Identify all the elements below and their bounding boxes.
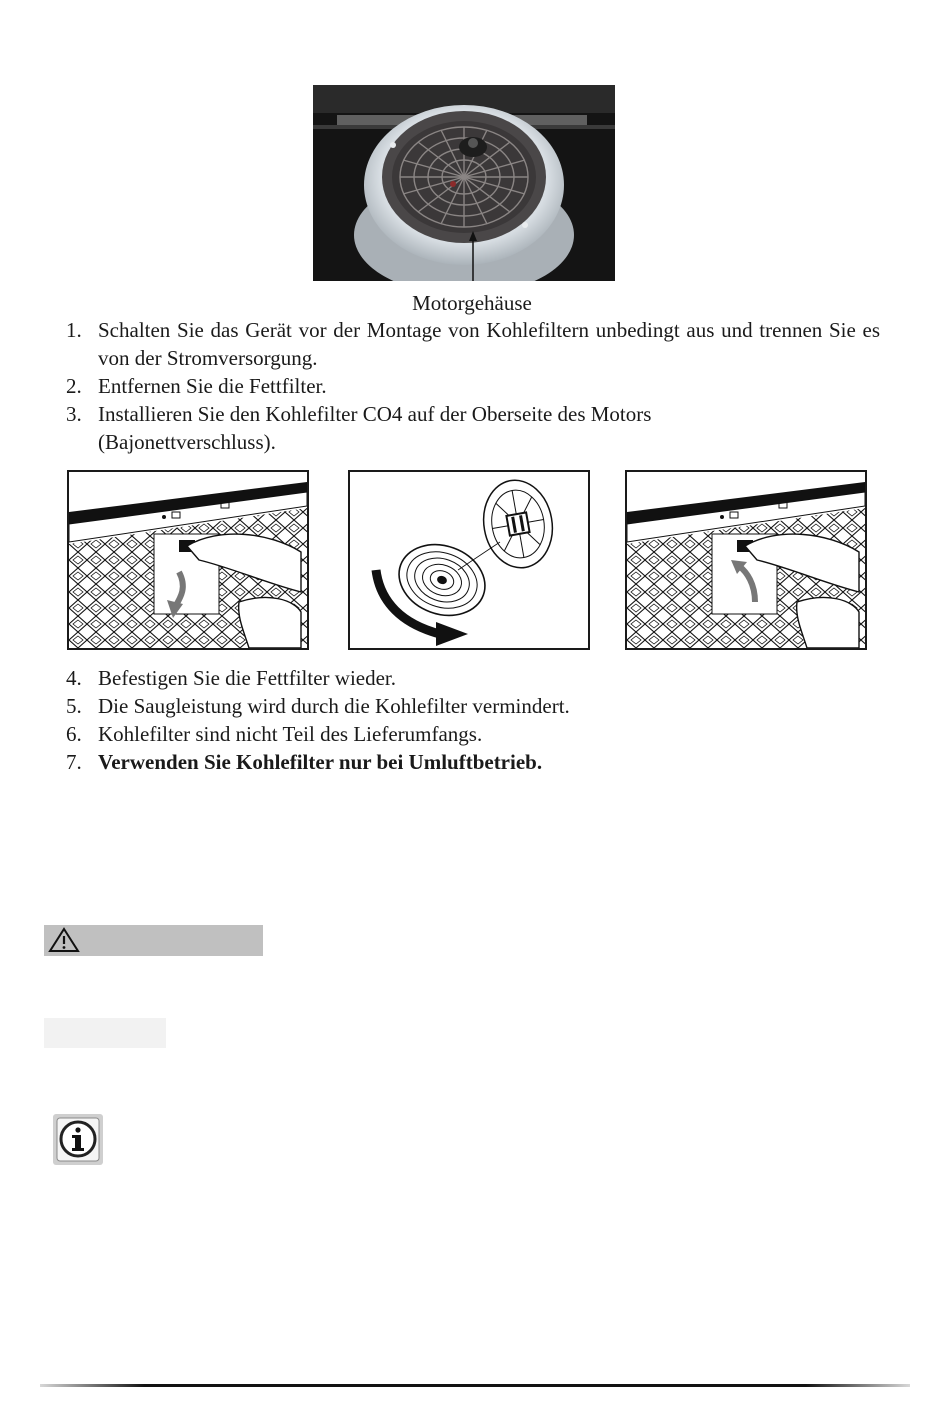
step-text: Entfernen Sie die Fettfilter. (98, 374, 327, 398)
warning-banner (44, 925, 263, 956)
illustration-remove-grease-filter (67, 470, 309, 650)
step-number: 6. (66, 722, 82, 746)
step-text-bold: Verwenden Sie Kohlefilter nur bei Umluftbetrieb. (98, 750, 543, 774)
list-item (66, 664, 880, 692)
step-number: 5. (66, 694, 82, 718)
list-item (66, 720, 880, 748)
step-text: Installieren Sie den Kohlefilter CO4 auf der Oberseite des Motors (Bajonettverschluss). (98, 402, 652, 454)
illustration-bayonet-twist (348, 470, 590, 650)
list-item (66, 692, 880, 720)
list-item (66, 372, 880, 400)
step-number: 2. (66, 374, 82, 398)
note-banner (44, 1018, 166, 1048)
step-number: 3. (66, 402, 82, 426)
installation-steps-list (66, 316, 880, 456)
step-number: 7. (66, 750, 82, 774)
motor-housing-photo (313, 85, 615, 281)
photo-caption: Motorgehäuse (412, 291, 532, 315)
list-item (66, 748, 880, 776)
warning-triangle-icon (48, 927, 80, 953)
footer-rule (40, 1384, 910, 1387)
step-text: Die Saugleistung wird durch die Kohlefilter vermindert. (98, 694, 570, 718)
step-text: Kohlefilter sind nicht Teil des Lieferumfangs. (98, 722, 483, 746)
info-icon (52, 1113, 104, 1166)
list-item (66, 400, 880, 456)
list-item (66, 316, 880, 372)
step-number: 4. (66, 666, 82, 690)
step-text: Befestigen Sie die Fettfilter wieder. (98, 666, 396, 690)
additional-steps-list (66, 664, 880, 776)
step-text: Schalten Sie das Gerät vor der Montage von Kohlefiltern unbedingt aus und trennen Sie es von der Stromversorgung. (98, 318, 880, 370)
step-number: 1. (66, 318, 82, 342)
illustration-reinstall-grease-filter (625, 470, 867, 650)
